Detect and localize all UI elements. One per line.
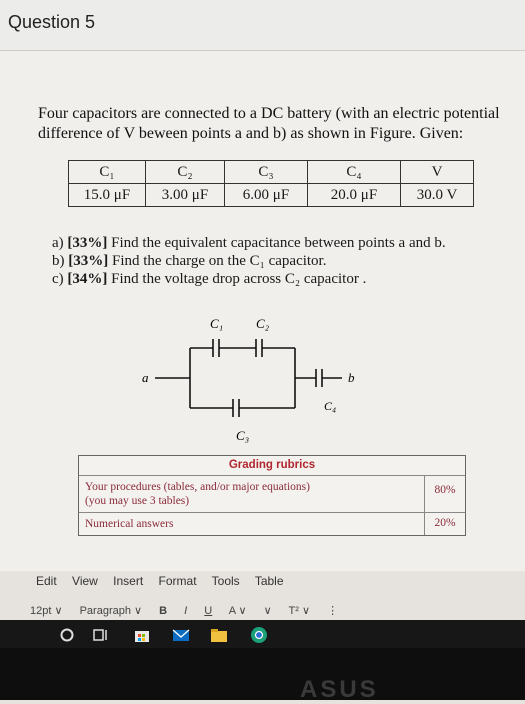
- value-c4: 20.0 μF: [308, 184, 401, 207]
- mail-icon[interactable]: [172, 626, 190, 644]
- question-c-text: Find the voltage drop across C₂ capacitor .: [111, 271, 367, 287]
- problem-statement: [38, 104, 518, 144]
- question-title: Question 5: [8, 12, 96, 32]
- question-header: [0, 0, 525, 51]
- menu-insert[interactable]: Insert: [113, 574, 144, 588]
- value-c2: 3.00 μF: [146, 184, 225, 207]
- question-a-text: Find the equivalent capacitance between points a and b.: [111, 235, 446, 251]
- label-c1: C₁: [210, 316, 224, 331]
- menu-edit[interactable]: Edit: [36, 574, 57, 588]
- value-c3: 6.00 μF: [225, 184, 308, 207]
- rubric-procedures-line-1: Your procedures (tables, and/or major equations): [85, 481, 310, 493]
- menu-view[interactable]: View: [72, 574, 98, 588]
- underline-button[interactable]: U: [204, 605, 213, 617]
- header-c1: C₁: [69, 161, 146, 184]
- laptop-bezel: [0, 648, 525, 703]
- value-v: 30.0 V: [401, 184, 474, 207]
- rubric-numerical-label: Numerical answers: [79, 513, 425, 535]
- question-a-weight: [33%]: [67, 235, 108, 251]
- question-c-prefix: c): [52, 271, 64, 287]
- label-c4: C₄: [324, 399, 337, 413]
- question-b-text: Find the charge on the C₁ capacitor.: [112, 253, 327, 269]
- search-circle-icon[interactable]: [58, 626, 76, 644]
- question-b-prefix: b): [52, 253, 65, 269]
- more-options-icon[interactable]: ⋮: [327, 605, 339, 617]
- header-v: V: [401, 161, 474, 184]
- rubric-procedures-line-2: (you may use 3 tables): [85, 495, 190, 507]
- question-b-weight: [33%]: [68, 253, 109, 269]
- task-view-icon[interactable]: [92, 626, 110, 644]
- question-b: [52, 252, 446, 270]
- file-explorer-icon[interactable]: [210, 626, 228, 644]
- label-c3: C₃: [236, 428, 250, 443]
- problem-line-1: Four capacitors are connected to a DC battery (with an electric potential: [38, 105, 500, 122]
- given-values-table: [68, 160, 474, 207]
- italic-button[interactable]: I: [184, 605, 188, 617]
- question-c: [52, 270, 446, 288]
- store-icon[interactable]: [133, 626, 151, 644]
- header-c4: C₄: [308, 161, 401, 184]
- menu-tools[interactable]: Tools: [211, 574, 240, 588]
- rubric-row-numerical: [79, 513, 465, 535]
- editor-toolbar: [30, 604, 352, 617]
- table-header-row: [69, 161, 474, 184]
- question-c-weight: [34%]: [67, 271, 108, 287]
- question-a-prefix: a): [52, 235, 64, 251]
- editor-menubar: [36, 574, 296, 588]
- header-c2: C₂: [146, 161, 225, 184]
- table-value-row: [69, 184, 474, 207]
- bold-button[interactable]: B: [159, 605, 168, 617]
- question-a: [52, 234, 446, 252]
- label-b: b: [348, 370, 355, 385]
- highlight-button[interactable]: ∨: [263, 605, 272, 617]
- rubric-procedures-label: [79, 476, 425, 512]
- menu-table[interactable]: Table: [254, 574, 284, 588]
- value-c1: 15.0 μF: [69, 184, 146, 207]
- rubric-row-procedures: [79, 476, 465, 513]
- rubric-title: Grading rubrics: [79, 456, 465, 476]
- label-a: a: [142, 370, 149, 385]
- problem-line-2: difference of V beween points a and b) as shown in Figure. Given:: [38, 125, 464, 142]
- question-list: [52, 234, 446, 288]
- text-color-button[interactable]: A ∨: [228, 605, 247, 617]
- header-c3: C₃: [225, 161, 308, 184]
- rubric-procedures-percent: 80%: [434, 484, 456, 496]
- paragraph-select[interactable]: Paragraph ∨: [79, 605, 143, 617]
- font-size-select[interactable]: 12pt ∨: [30, 605, 63, 617]
- menu-format[interactable]: Format: [158, 574, 197, 588]
- asus-logo: ASUS: [300, 676, 379, 703]
- label-c2: C₂: [256, 316, 270, 331]
- superscript-button[interactable]: T² ∨: [288, 605, 311, 617]
- rubric-numerical-percent: 20%: [434, 517, 456, 529]
- circuit-diagram: [130, 306, 400, 446]
- chrome-icon[interactable]: [250, 626, 268, 644]
- grading-rubric: [78, 455, 466, 536]
